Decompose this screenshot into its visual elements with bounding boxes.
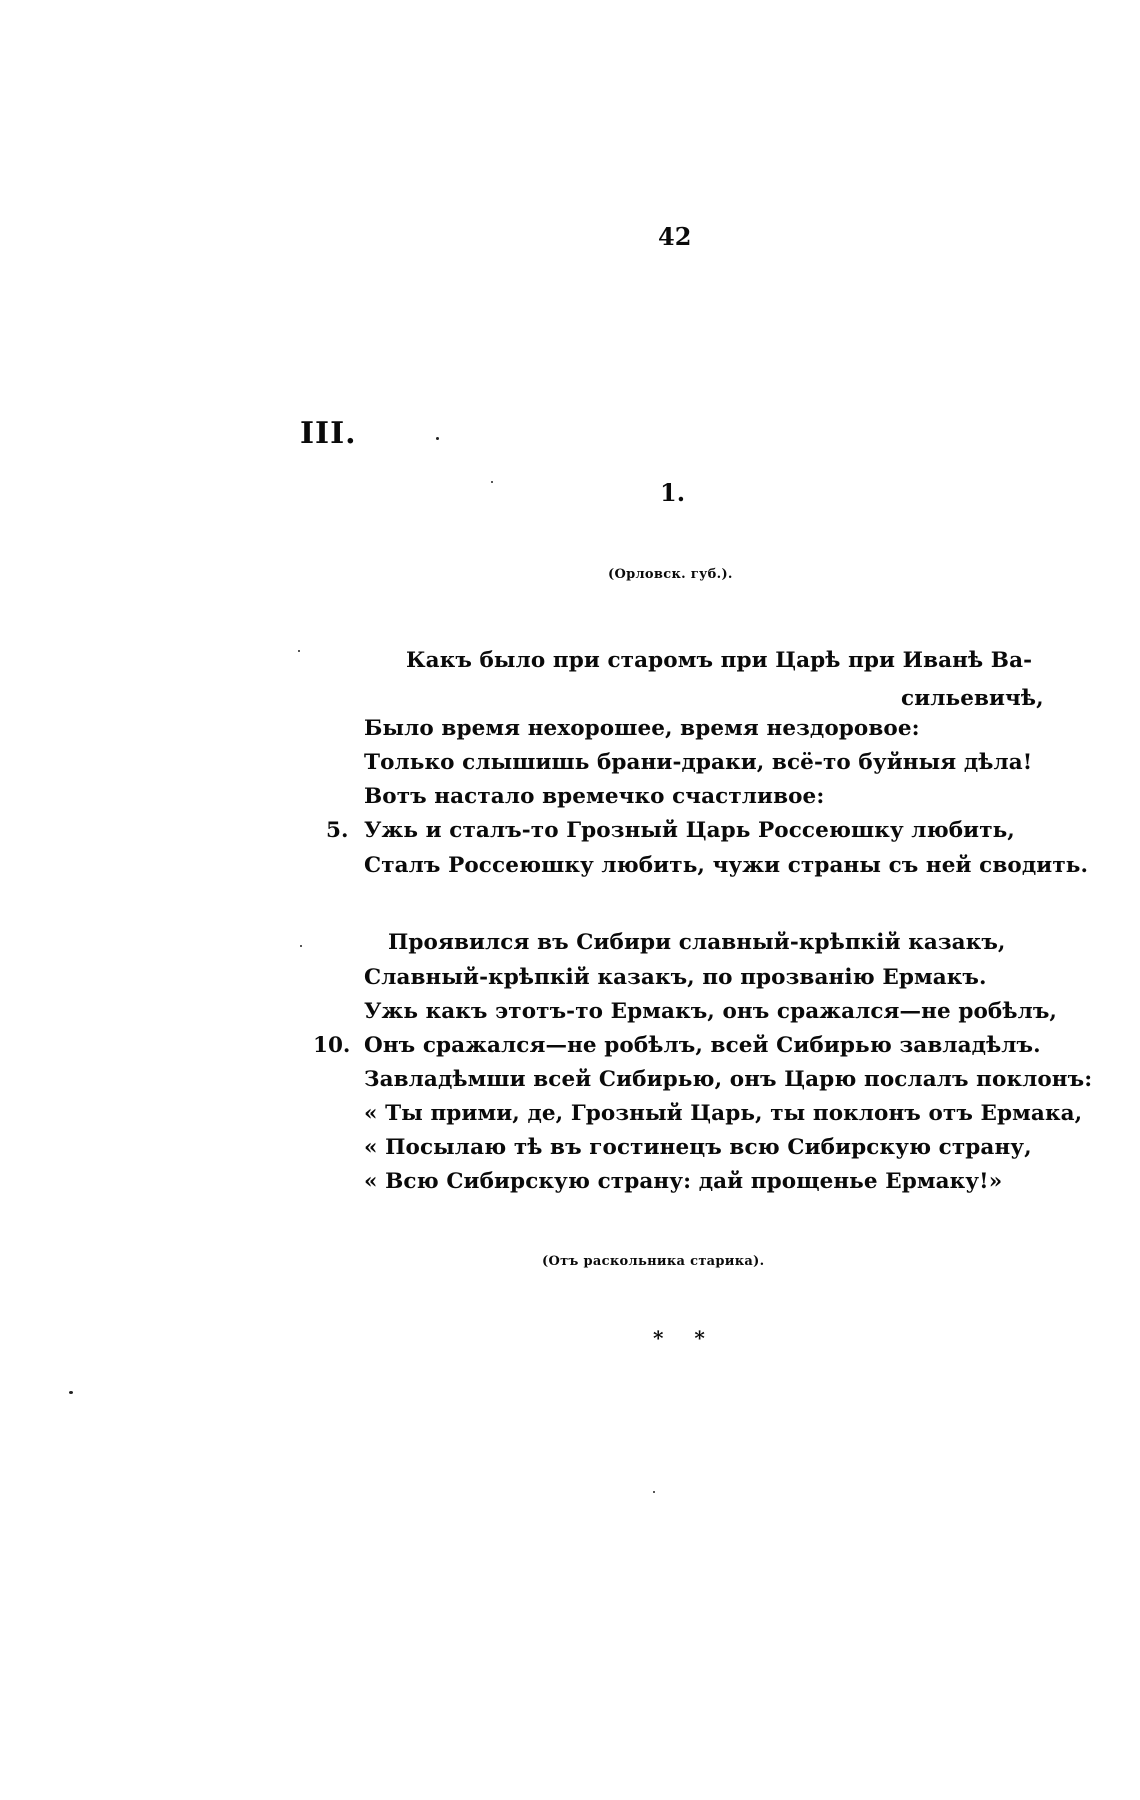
poem-line: Проявился въ Сибири славный-крѣпкій казакъ, xyxy=(388,930,1006,955)
song-number: 1. xyxy=(660,478,686,507)
scan-speck xyxy=(653,1491,655,1493)
poem-line: Славный-крѣпкій казакъ, по прозванію Ермакъ. xyxy=(364,965,987,990)
poem-line: Ужь и сталъ-то Грозный Царь Россеюшку любить, xyxy=(364,818,1015,843)
poem-line: Было время нехорошее, время нездоровое: xyxy=(364,716,920,741)
poem-line: сильевичѣ, xyxy=(901,686,1044,711)
poem-line: Сталъ Россеюшку любить, чужи страны съ ней сводить. xyxy=(364,853,1089,878)
scan-speck xyxy=(300,945,302,947)
page-number: 42 xyxy=(658,222,692,251)
scan-speck xyxy=(436,437,439,440)
section-number: III. xyxy=(300,416,357,451)
scan-speck xyxy=(298,650,300,652)
poem-line: Ужь какъ этотъ-то Ермакъ, онъ сражался—не робѣлъ, xyxy=(364,999,1058,1024)
poem-line: Какъ было при старомъ при Царѣ при Иванѣ Ва- xyxy=(406,648,1033,673)
poem-line: Только слышишь брани-драки, всё-то буйныя дѣла! xyxy=(364,750,1033,775)
line-number-10: 10. xyxy=(313,1033,351,1058)
provenance-note: (Орловск. губ.). xyxy=(608,567,733,582)
poem-line: Онъ сражался—не робѣлъ, всей Сибирью завладѣлъ. xyxy=(364,1033,1041,1058)
poem-line: « Всю Сибирскую страну: дай прощенье Ермаку!» xyxy=(364,1169,1003,1194)
scan-speck xyxy=(69,1391,73,1394)
poem-line: Завладѣмши всей Сибирью, онъ Царю послалъ поклонъ: xyxy=(364,1067,1093,1092)
source-note: (Отъ раскольника старика). xyxy=(542,1254,765,1269)
line-number-5: 5. xyxy=(326,818,349,843)
scan-speck xyxy=(491,481,493,483)
poem-line: « Ты прими, де, Грозный Царь, ты поклонъ отъ Ермака, xyxy=(364,1101,1083,1126)
closing-asterisks: * * xyxy=(653,1326,717,1350)
poem-line: « Посылаю тѣ въ гостинецъ всю Сибирскую страну, xyxy=(364,1135,1032,1160)
poem-line: Вотъ настало времечко счастливое: xyxy=(364,784,825,809)
